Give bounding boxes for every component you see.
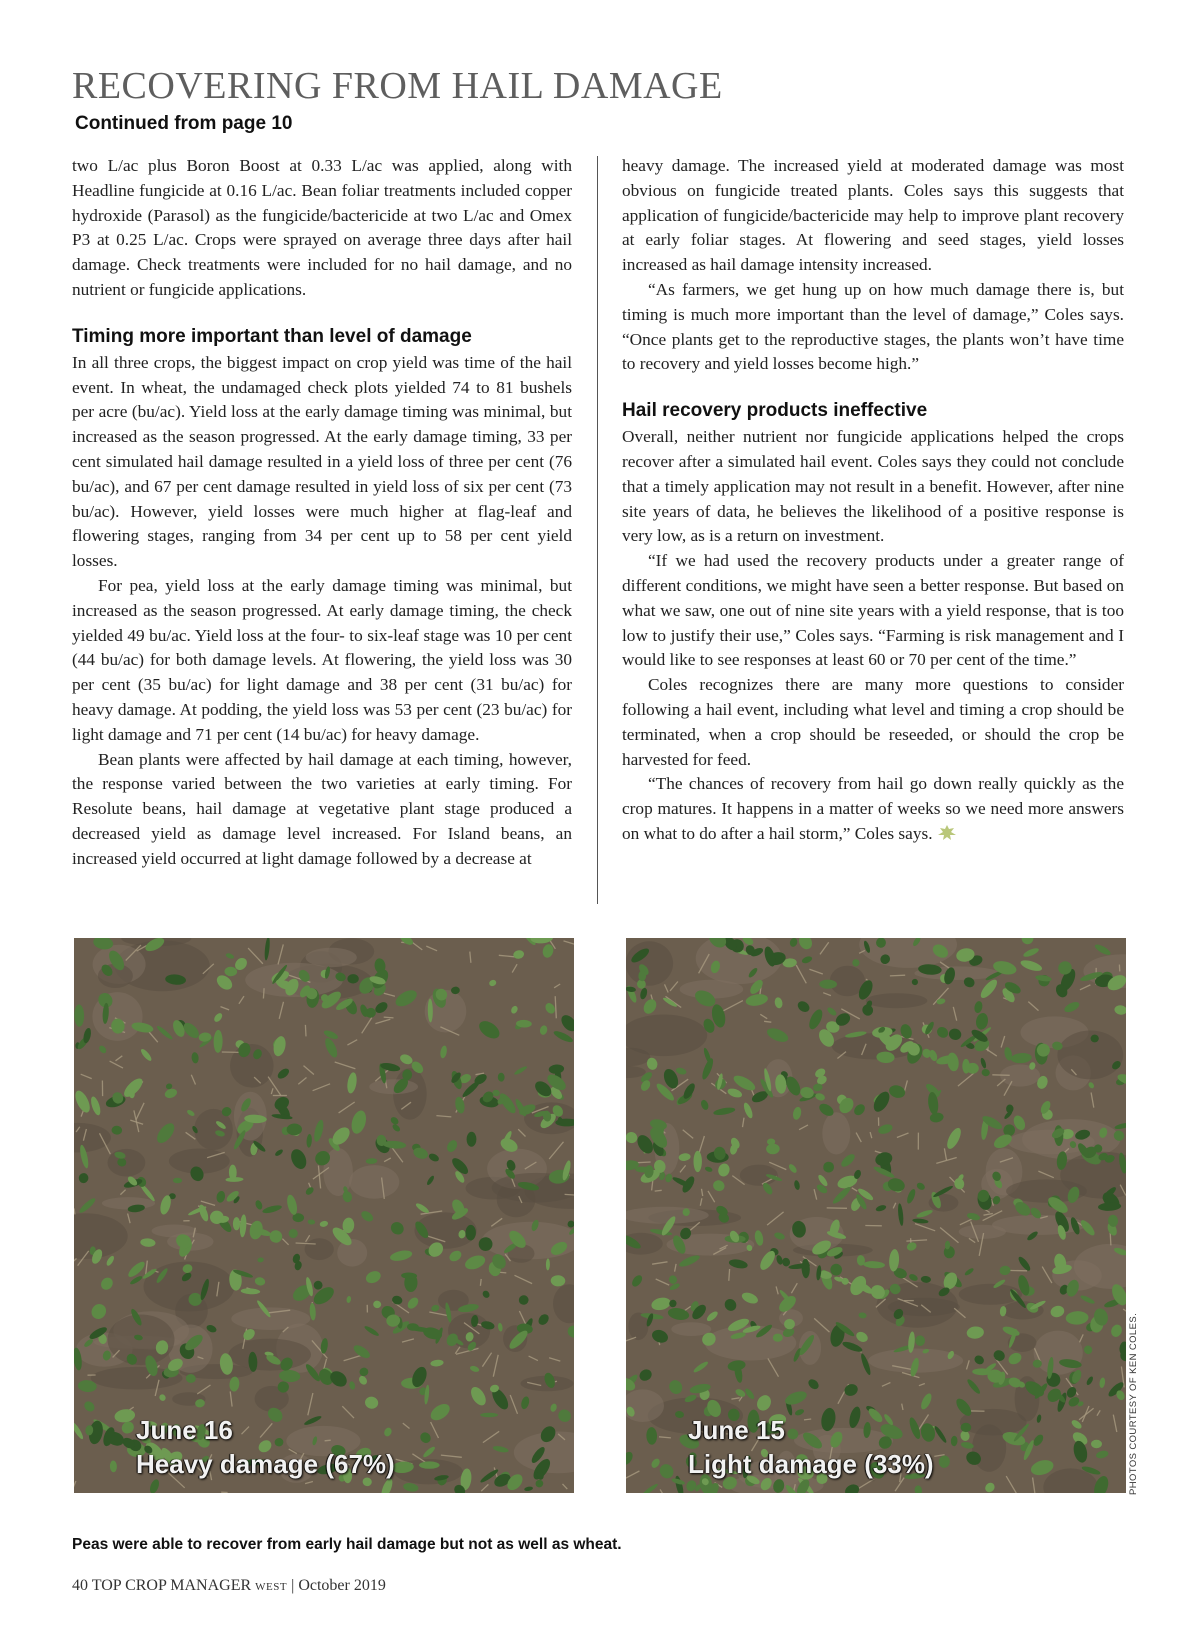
paragraph — [622, 772, 1124, 846]
left-column — [72, 154, 572, 872]
section-heading: Hail recovery products ineffective — [622, 400, 928, 422]
photo-label — [688, 1413, 934, 1481]
continued-note: Continued from page 10 — [75, 113, 293, 134]
leaf-end-icon — [937, 824, 957, 842]
photo-damage-label: Heavy damage (67%) — [136, 1449, 395, 1479]
photo-heavy-damage — [74, 938, 574, 1493]
paragraph: Bean plants were affected by hail damage at each timing, however, the response varied between the two varieties at early timing. For Resolute beans, hail damage at vegetative plant stage produced a decreased yield as damage level increased. For Island beans, an increased yield occurred at light damage followed by a decrease at — [72, 749, 572, 868]
paragraph: In all three crops, the biggest impact on crop yield was time of the hail event. In wheat, the undamaged check plots yielded 74 to 81 bushels per acre (bu/ac). Yield loss at the early damage timing was minimal, but increased as the season progressed. At the early damage timing, 33 per cent simulated hail damage resulted in a yield loss of three per cent (76 bu/ac), and 67 per cent damage resulted in yield loss of six per cent (73 bu/ac). However, yield losses were much higher at flag-leaf and flowering stages, ranging from 34 per cent up to 58 per cent yield losses. — [72, 352, 572, 571]
paragraph: For pea, yield loss at the early damage timing was minimal, but increased as the season progressed. At early damage timing, the check yielded 49 bu/ac. Yield loss at the four- to six-leaf stage was 10 per cent (44 bu/ac) for both damage levels. At flowering, the yield loss was 30 per cent (35 bu/ac) for light damage and 38 per cent (31 bu/ac) for heavy damage. At podding, the yield loss was 53 per cent (23 bu/ac) for light damage and 71 per cent (14 bu/ac) for heavy damage. — [72, 575, 572, 744]
page-title: RECOVERING FROM HAIL DAMAGE — [72, 65, 723, 107]
photo-light-damage — [626, 938, 1126, 1493]
photo-credit: PHOTOS COURTESY OF KEN COLES. — [1128, 1312, 1139, 1495]
photo-date: June 15 — [688, 1415, 785, 1445]
column-divider — [597, 156, 598, 904]
page-number: 40 — [72, 1577, 88, 1594]
footer-separator: | — [291, 1577, 295, 1594]
publication-edition: WEST — [255, 1581, 288, 1593]
photo-date: June 16 — [136, 1415, 233, 1445]
issue-date: October 2019 — [298, 1577, 386, 1594]
field-photo-light — [626, 938, 1126, 1493]
paragraph: heavy damage. The increased yield at moderated damage was most obvious on fungicide treated plants. Coles says this suggests that application of fungicide/bactericide may help to improve plant recovery at early foliar stages. At flowering and seed stages, yield losses increased as hail damage intensity increased. — [622, 156, 1124, 275]
field-photo-heavy — [74, 938, 574, 1493]
page-footer — [72, 1577, 386, 1595]
right-column — [622, 154, 1124, 847]
paragraph: Coles recognizes there are many more questions to consider following a hail event, including what level and timing a crop should be terminated, when a crop should be reseeded, or should the crop be harvested for feed. — [622, 675, 1124, 769]
paragraph: “As farmers, we get hung up on how much damage there is, but timing is much more important than the level of damage,” Coles says. “Once plants get to the reproductive stages, the plants won’t have time to recovery and yield losses become high.” — [622, 279, 1124, 374]
figure-caption: Peas were able to recover from early hail damage but not as well as wheat. — [72, 1536, 622, 1553]
paragraph-text: “The chances of recovery from hail go down really quickly as the crop matures. It happens in a matter of weeks so we need more answers on what to do after a hail storm,” Coles says. — [622, 774, 1124, 843]
publication-name: TOP CROP MANAGER — [91, 1577, 252, 1594]
section-heading: Timing more important than level of damage — [72, 325, 472, 347]
paragraph: Overall, neither nutrient nor fungicide applications helped the crops recover after a simulated hail event. Coles says they could not conclude that a timely application may not result in a benefit. However, after nine site years of data, he believes the likelihood of a positive response is very low, as is a return on investment. — [622, 427, 1124, 546]
paragraph: “If we had used the recovery products under a greater range of different conditions, we might have seen a better response. But based on what we saw, one out of nine site years with a yield response, that is too low to justify their use,” Coles says. “Farming is risk management and I would like to see responses at least 60 or 70 per cent of the time.” — [622, 551, 1124, 670]
paragraph: two L/ac plus Boron Boost at 0.33 L/ac was applied, along with Headline fungicide at 0.16 L/ac. Bean foliar treatments included copper hydroxide (Parasol) as the fungicide/bactericide at two L/ac and Omex P3 at 0.25 L/ac. Crops were sprayed on average three days after hail damage. Check treatments were included for no hail damage, and no nutrient or fungicide applications. — [72, 156, 572, 299]
photo-label — [136, 1413, 395, 1481]
photo-damage-label: Light damage (33%) — [688, 1449, 934, 1479]
